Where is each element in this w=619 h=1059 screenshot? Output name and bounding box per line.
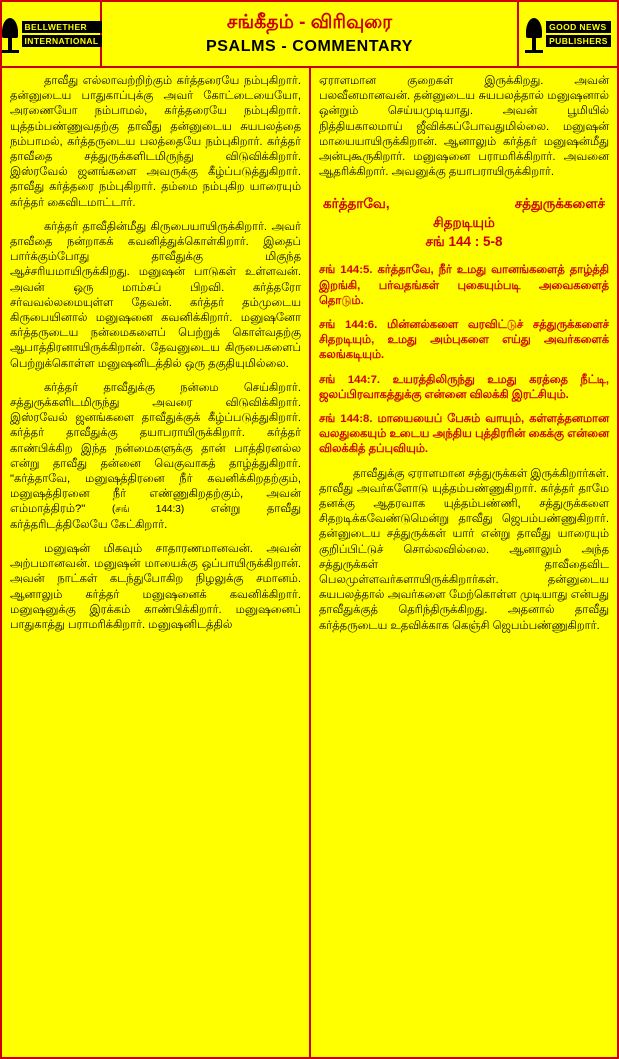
section-heading [319,194,609,251]
logo-right-line2: PUBLISHERS [546,35,611,47]
right-column [311,68,617,1057]
bell-icon [1,14,19,54]
two-column-body [2,68,617,1057]
verse-text: உயரத்திலிருந்து உமது கரத்தை நீட்டி, ஜலப்பிரவாகத்துக்கு என்னை விலக்கி இரட்சியும். [319,373,610,401]
verse-reference: சங் 144:8. [319,413,373,426]
paragraph: கர்த்தர் தாவீதின்மீது கிருபையாயிருக்கிறார். அவர் தாவீதை நன்றாகக் கவனித்துக்கொள்கிறார். இதைப் பார்க்கும்போது தாவீதுக்கு மிகுந்த ஆச்சரியமாயிருக்கிறது. மனுஷன் பாடுகள் உள்ளவன். அவன் ஒரு மாம்சப் பிறவி. கர்த்தரோ சர்வவல்லமையுள்ள தேவன். கர்த்தர் தம்முடைய கிருபையினால் மனுஷனை கவனிக்கிறார். மனுஷனோ கர்த்தருடைய நன்மைகளைப் பெற்றுக் கொள்வதற்கு ஆபாத்திரனாயிருக்கிறான். தேவனுடைய கிருபைகளைப் பெற்றுக்கொள்ள மனுஷனிடத்தில் ஒரு தகுதியுமில்லை. [10,220,301,370]
paragraph: தாவீதுக்கு ஏராளமான சத்துருக்கள் இருக்கிறார்கள். தாவீது அவர்களோடு யுத்தம்பண்ணுகிறார். கர்த்தர் தாமே தனக்கு ஆதரவாக யுத்தம்பண்ணி, சத்துருக்களை சிதறடிக்கவேண்டுமென்று தாவீது ஜெபம்பண்ணுகிறார். தன்னுடைய சத்துருக்கள் யார் என்று தாவீது யாரையும் குறிப்பிட்டுச் சொல்லவில்லை. ஆனாலும் அந்த சத்துருக்கள் தாவீதைவிட பெலமுள்ளவர்களாயிருக்கிறார்கள். தன்னுடைய சுயபலத்தால் அவர்களை மேற்கொள்ள முடியாது என்பது தாவீதுக்குத் தெரிந்திருக்கிறது. அதனால் தாவீது கர்த்தருடைய உதவிக்காக கெஞ்சி ஜெபம்பண்ணுகிறார். [319,467,609,632]
logo-right-line1: GOOD NEWS [546,21,611,33]
verse-text: மாயையைப் பேசும் வாயும், கள்ளத்தனமான வலதுகையும் உடைய அந்திய புத்திரரின் கைக்கு என்னை விலக்கித் தப்புவியும். [319,413,609,456]
bellwether-international-logo [2,2,102,66]
verse-text: கர்த்தாவே, நீர் உமது வானங்களைத் தாழ்த்தி இறங்கி, பர்வதங்கள் புகையும்படி அவைகளைத் தொடும். [319,264,609,307]
paragraph: ஏராளமான குறைகள் இருக்கிறது. அவன் பலவீனமானவன். தன்னுடைய சுயபலத்தால் மனுஷனால் ஒன்றும் செய்யமுடியாது. அவன் பூமியில் நித்தியகாலமாய் ஜீவிக்கப்போவதுமில்லை. மனுஷன் மாயையாயிருக்கிறான். ஆனாலும் கர்த்தர் மனுஷன்மீது அன்புகூருகிறார். மனுஷனை பராமரிக்கிறார். அவனை ஆதரிக்கிறார். அவனுக்கு தயாபராயிருக்கிறார். [319,75,609,179]
citation-tail: என்று தாவீது கர்த்தரிடத்திலேயே கேட்கிறார். [10,503,301,531]
verse-reference: சங் 144:5. [319,264,373,277]
paragraph [10,381,301,533]
verse-reference: சங் 144:6. [319,319,378,332]
verse-block [319,318,609,364]
left-column [2,68,311,1057]
page-header [2,2,617,68]
paragraph-text: கர்த்தர் தாவீதுக்கு நன்மை செய்கிறார். சத்துருக்களிடமிருந்து அவரை விடுவிக்கிறார். இஸ்ரவேல் ஜனங்களை தாவீதுக்குக் கீழ்ப்படுத்துகிறார். கர்த்தர் தாவீதுக்கு தயாபராயிருக்கிறார். கர்த்தர் காண்பிக்கிற இந்த நன்மைகளுக்கு தான் பாத்திரனல்ல என்று தாவீது தன்னை வெகுவாகத் தாழ்த்துகிறார். "கர்த்தாவே, மனுஷத்திரனை நீர் கவனிக்கிறதற்கும், மனுஷத்திரனை நீர் எண்ணுகிறதற்கும், அவன் எம்மாத்திரம்?" [10,381,301,516]
section-heading-reference: சங் 144 : 5-8 [425,234,503,250]
verse-citation: (சங் 144:3) [111,504,185,516]
bell-icon [525,14,543,54]
good-news-publishers-logo [517,2,617,66]
section-heading-line1-left: கர்த்தாவே, [323,196,390,212]
verse-text: மின்னல்களை வரவிட்டுச் சத்துருக்களைச் சிதறடியும், உமது அம்புகளை எய்து அவர்களைக் கலங்கடியும். [319,319,609,362]
page-title [102,2,517,66]
title-english: PSALMS - COMMENTARY [206,38,413,55]
section-heading-line1-right: சத்துருக்களைச் [514,196,605,212]
verse-block [319,373,609,403]
logo-left-line1: BELLWETHER [22,21,102,33]
verse-block [319,263,609,309]
title-tamil: சங்கீதம் - விரிவுரை [226,12,393,33]
section-heading-line2: சிதறடியும் [433,215,495,231]
paragraph: தாவீது எல்லாவற்றிற்கும் கர்த்தரையே நம்புகிறார். தன்னுடைய பாதுகாப்புக்கு அவர் கோட்டையையோ, அரணையோ நம்பாமல், கர்த்தரையே நம்புகிறார். யுத்தம்பண்ணுவதற்கு தாவீது தன்னுடைய சுயபலத்தை நம்பாமல், கர்த்தருடைய பலத்தையே நம்புகிறார். கர்த்தர் தாவீதை சத்துருக்களிடமிருந்து விடுவிக்கிறார். இஸ்ரவேல் ஜனங்களை அவருக்கு கீழ்ப்படுத்துகிறார். தாவீது கர்த்தரை நம்புகிறார். தம்மை நம்புகிற யாரையும் கர்த்தர் கைவிடமாட்டார். [10,75,301,209]
paragraph: மனுஷன் மிகவும் சாதாரணமானவன். அவன் அற்பமானவன். மனுஷன் மாயைக்கு ஒப்பாயிருக்கிறான். அவன் நாட்கள் கடந்துபோகிற நிழலுக்கு சமானம். ஆனாலும் கர்த்தர் மனுஷனைக் கவனிக்கிறார். மனுஷனுக்கு இரக்கம் காண்பிக்கிறார். மனுஷனைப் பாதுகாத்து பராமரிக்கிறார். மனுஷனிடத்தில் [10,542,301,631]
verse-reference: சங் 144:7. [319,373,381,386]
verse-block [319,412,609,458]
logo-left-line2: INTERNATIONAL [22,35,102,47]
